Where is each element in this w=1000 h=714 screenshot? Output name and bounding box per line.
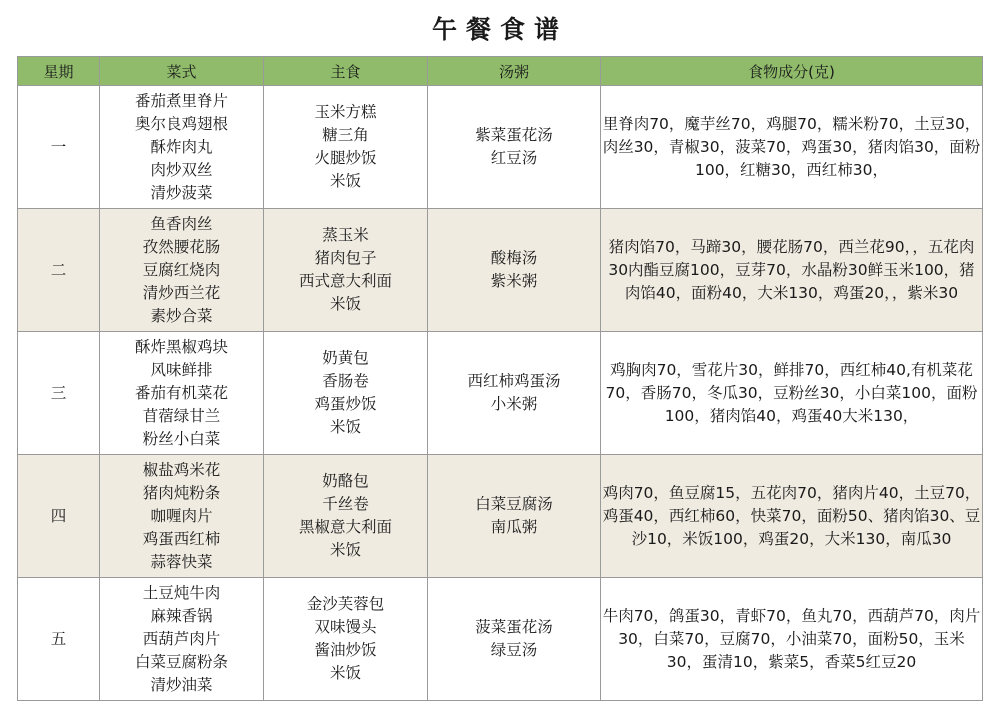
table-row: [18, 86, 983, 209]
staple-item: 糖三角: [322, 126, 369, 144]
soup-item: 紫菜蛋花汤: [475, 126, 553, 144]
dish-item: 苜蓿绿甘兰: [142, 406, 221, 425]
table-row: [18, 455, 983, 578]
staple-item: 奶酪包: [322, 472, 369, 490]
staple-cell: [264, 578, 428, 701]
staple-cell: [264, 209, 428, 332]
ingredients-cell: 牛肉70，鸽蛋30，青虾70，鱼丸70，西葫芦70，肉片30，白菜70，豆腐70，小油菜70，面粉50，玉米30，蛋清10，紫菜5，香菜5红豆20: [601, 578, 983, 701]
soup-item: 菠菜蛋花汤: [475, 618, 553, 636]
dish-item: 鸡蛋西红柿: [142, 529, 221, 548]
soup-item: 白菜豆腐汤: [475, 495, 553, 513]
dish-item: 清炒油菜: [150, 675, 213, 694]
ingredients-cell: 鸡肉70，鱼豆腐15，五花肉70，猪肉片40，土豆70，鸡蛋40，西红柿60，快菜70，面粉50、猪肉馅30、豆沙10，米饭100，鸡蛋20，大米130，南瓜30: [601, 455, 983, 578]
soup-item: 红豆汤: [490, 149, 538, 167]
dish-item: 粉丝小白菜: [142, 429, 221, 448]
dish-item: 风味鲜排: [150, 360, 213, 379]
dish-item: 豆腐红烧肉: [142, 260, 221, 279]
dish-item: 酥炸肉丸: [150, 137, 213, 156]
staple-item: 千丝卷: [322, 495, 369, 513]
header-dishes: 菜式: [100, 57, 264, 86]
day-cell: 五: [18, 578, 100, 701]
dish-item: 白菜豆腐粉条: [134, 652, 228, 671]
soup-item: 绿豆汤: [490, 641, 538, 659]
dish-item: 清炒西兰花: [142, 283, 221, 302]
staple-item: 酱油炒饭: [314, 641, 377, 659]
table-row: [18, 209, 983, 332]
dish-item: 肉炒双丝: [150, 160, 213, 179]
soup-cell: [428, 86, 601, 209]
day-cell: 一: [18, 86, 100, 209]
soup-cell: [428, 209, 601, 332]
dish-item: 孜然腰花肠: [142, 237, 221, 256]
header-staple: 主食: [264, 57, 428, 86]
day-cell: 二: [18, 209, 100, 332]
soup-item: 小米粥: [490, 395, 538, 413]
staple-cell: [264, 332, 428, 455]
dishes-cell: [100, 578, 264, 701]
soup-cell: [428, 332, 601, 455]
table-row: [18, 332, 983, 455]
dish-item: 蒜蓉快菜: [150, 552, 213, 571]
dish-item: 番茄有机菜花: [134, 383, 228, 402]
staple-item: 猪肉包子: [314, 249, 377, 267]
dish-item: 西葫芦肉片: [142, 629, 221, 648]
dish-item: 奥尔良鸡翅根: [134, 114, 228, 133]
dish-item: 鱼香肉丝: [150, 214, 213, 233]
staple-item: 鸡蛋炒饭: [314, 395, 377, 413]
staple-item: 奶黄包: [322, 349, 369, 367]
dish-item: 清炒菠菜: [150, 183, 213, 202]
ingredients-cell: 鸡胸肉70，雪花片30，鲜排70，西红柿40,有机菜花70，香肠70，冬瓜30，豆粉丝30，小白菜100，面粉100，猪肉馅40，鸡蛋40大米130，: [601, 332, 983, 455]
staple-item: 双味馒头: [314, 618, 377, 636]
header-row: [18, 57, 983, 86]
soup-cell: [428, 455, 601, 578]
header-soup: 汤粥: [428, 57, 601, 86]
dishes-cell: [100, 455, 264, 578]
staple-item: 香肠卷: [322, 372, 369, 390]
ingredients-cell: 猪肉馅70，马蹄30，腰花肠70，西兰花90，，五花肉30内酯豆腐100，豆芽70，水晶粉30鲜玉米100，猪肉馅40，面粉40，大米130，鸡蛋20，，紫米30: [601, 209, 983, 332]
dish-item: 素炒合菜: [150, 306, 213, 325]
staple-item: 米饭: [329, 541, 361, 559]
dish-item: 麻辣香锅: [150, 606, 213, 625]
staple-item: 金沙芙蓉包: [306, 595, 385, 613]
dishes-cell: [100, 209, 264, 332]
staple-cell: [264, 86, 428, 209]
soup-cell: [428, 578, 601, 701]
header-ingredients: 食物成分(克): [601, 57, 983, 86]
day-cell: 四: [18, 455, 100, 578]
staple-item: 玉米方糕: [314, 103, 377, 121]
soup-item: 酸梅汤: [490, 249, 538, 267]
staple-item: 火腿炒饭: [314, 149, 377, 167]
staple-item: 西式意大利面: [298, 272, 392, 290]
dish-item: 咖喱肉片: [150, 506, 213, 525]
soup-item: 南瓜粥: [490, 518, 538, 536]
day-cell: 三: [18, 332, 100, 455]
menu-table: [17, 56, 983, 701]
dish-item: 椒盐鸡米花: [142, 460, 221, 479]
staple-item: 米饭: [329, 664, 361, 682]
header-day: 星期: [18, 57, 100, 86]
dish-item: 土豆炖牛肉: [142, 583, 221, 602]
dish-item: 番茄煮里脊片: [134, 91, 228, 110]
dish-item: 酥炸黑椒鸡块: [134, 337, 228, 356]
staple-item: 米饭: [329, 295, 361, 313]
ingredients-cell: 里脊肉70，魔芋丝70，鸡腿70，糯米粉70，土豆30，肉丝30，青椒30，菠菜70，鸡蛋30，猪肉馅30，面粉100，红糖30，西红柿30，: [601, 86, 983, 209]
dishes-cell: [100, 332, 264, 455]
page-title: 午餐食谱: [431, 15, 568, 44]
dishes-cell: [100, 86, 264, 209]
dish-item: 猪肉炖粉条: [142, 483, 221, 502]
soup-item: 紫米粥: [490, 272, 538, 290]
staple-item: 黑椒意大利面: [298, 518, 392, 536]
staple-item: 米饭: [329, 418, 361, 436]
staple-item: 米饭: [329, 172, 361, 190]
soup-item: 西红柿鸡蛋汤: [467, 372, 561, 390]
table-row: [18, 578, 983, 701]
staple-item: 蒸玉米: [322, 226, 369, 244]
staple-cell: [264, 455, 428, 578]
